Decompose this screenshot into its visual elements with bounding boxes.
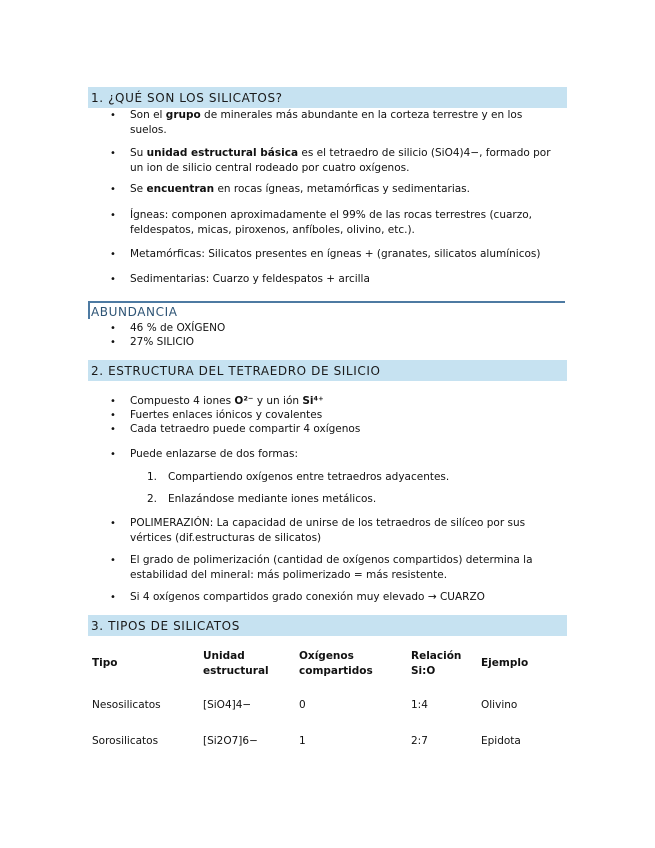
column-header: Relación Si:O [411,650,462,677]
section-2-heading: 2. ESTRUCTURA DEL TETRAEDRO DE SILICIO [88,360,567,381]
bullet: • [110,518,116,529]
bullet: • [110,110,116,121]
column-header: Unidad estructural [203,650,269,677]
column-header: Ejemplo [481,657,529,669]
abundancia-heading: ABUNDANCIA [88,301,565,319]
bullet: • [110,249,116,260]
section-3-heading: 3. TIPOS DE SILICATOS [88,615,567,636]
column-header: Oxígenos compartidos [299,650,373,677]
table-cell: 0 [299,699,306,711]
bullet: • [110,274,116,285]
bullet: • [110,410,116,421]
silicate-types-table [88,648,567,758]
table-cell: Sorosilicatos [92,735,159,747]
bullet: • [110,184,116,195]
bullet: • [110,210,116,221]
bullet: • [110,323,116,334]
section-1-heading: 1. ¿QUÉ SON LOS SILICATOS? [88,87,567,108]
table-cell: [Si2O7]6− [203,735,258,747]
table-cell: [SiO4]4− [203,699,252,711]
table-cell: Olivino [481,699,518,711]
column-header: Tipo [92,657,118,669]
bullet: • [110,592,116,603]
bullet: • [110,337,116,348]
bullet: • [110,148,116,159]
table-cell: 2:7 [411,735,428,747]
bullet: • [110,396,116,407]
table-cell: Epidota [481,735,521,747]
bullet: • [110,555,116,566]
table-cell: 1 [299,735,306,747]
bullet: • [110,449,116,460]
table-cell: Nesosilicatos [92,699,161,711]
table-cell: 1:4 [411,699,428,711]
document-page: 1. ¿QUÉ SON LOS SILICATOS? • Son el grupo de minerales más abundante en la corteza terrestre y en los suelos. • Su unidad estructural básica es el tetraedro de silicio (SiO4)4−, formado por un ion de silicio central rodeado por cuatro oxígenos. • Se encuentran en rocas ígneas, metamórficas y sedimentarias. • Ígneas: componen aproximadamente el 99% de las rocas terrestres (cuarzo, feldespatos, micas, piroxenos, anfíboles, olivino, etc.). • Metamórficas: Silicatos presentes en ígneas + (granates, silicatos alumínicos) • Sedimentarias: Cuarzo y feldespatos + arcilla ABUNDANCIA • 46 % de OXÍGENO • 27% SILICIO 2. ESTRUCTURA DEL TETRAEDRO DE SILICIO • Compuesto 4 iones O²⁻ y un ión Si⁴⁺ • Fuertes enlaces iónicos y covalentes • Cada tetraedro puede compartir 4 oxígenos • Puede enlazarse de dos formas: 1. Compartiendo oxígenos entre tetraedros adyacentes. 2. Enlazándose mediante iones metálicos. • POLIMERAZIÓN: La capacidad de unirse de los tetraedros de silíceo por sus vértices (dif.estructuras de silicatos) • El grado de polimerización (cantidad de oxígenos compartidos) determina la estabilidad del mineral: más polimerizado = más resistente. • Si 4 oxígenos compartidos grado conexión muy elevado → CUARZO 3. TIPOS DE SILICATOS Tipo Unidad estructural Oxígenos compartidos Relación Si:O Ejemplo Nesosilicatos [SiO4]4− 0 1:4 Olivino Sorosilicatos [Si2O7]6− 1 2:7 Epidota [0,0,655,848]
bullet: • [110,424,116,435]
